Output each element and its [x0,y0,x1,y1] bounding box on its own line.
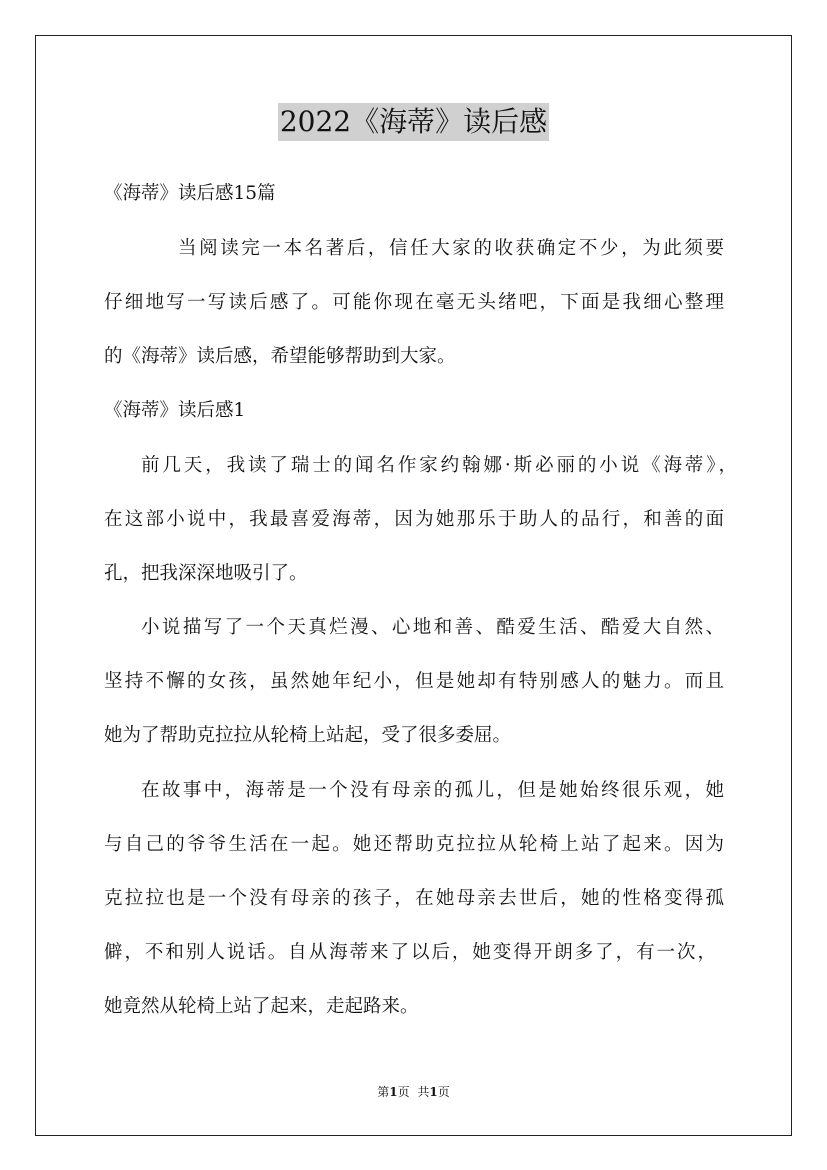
intro-line-1: 当阅读完一本名著后，信任大家的收获确定不少，为此须要 [178,238,724,259]
paragraph-3-line-5: 她竟然从轮椅上站了起来，走起路来。 [104,996,419,1017]
intro-line-3: 的《海蒂》读后感，希望能够帮助到大家。 [104,346,456,367]
footer-total-suffix: 页 [437,1085,450,1099]
page-footer [0,1084,827,1100]
paragraph-2-line-2: 坚持不懈的女孩，虽然她年纪小，但是她却有特别感人的魅力。而且 [104,671,724,692]
paragraph-2-line-1: 小说描写了一个天真烂漫、心地和善、酷爱生活、酷爱大自然、 [141,617,724,638]
footer-page-suffix: 页 [397,1085,410,1099]
paragraph-1-line-2: 在这部小说中，我最喜爱海蒂，因为她那乐于助人的品行，和善的面 [104,509,724,530]
title-wrap [0,103,827,141]
paragraph-2-line-3: 她为了帮助克拉拉从轮椅上站起，受了很多委屈。 [104,725,512,746]
paragraph-1-line-1: 前几天，我读了瑞士的闻名作家约翰娜·斯必丽的小说《海蒂》， [141,455,737,476]
intro-line-2: 仔细地写一写读后感了。可能你现在毫无头绪吧，下面是我细心整理 [104,292,724,313]
footer-total-pages: 1 [429,1085,438,1099]
footer-total-prefix: 共 [417,1085,430,1099]
footer-page-prefix: 第 [377,1085,390,1099]
footer-page-number: 1 [389,1085,398,1099]
paragraph-3-line-1: 在故事中，海蒂是一个没有母亲的孤儿，但是她始终很乐观，她 [141,780,724,801]
document-subtitle: 《海蒂》读后感15篇 [104,183,276,204]
section-heading: 《海蒂》读后感1 [104,400,246,421]
paragraph-3-line-2: 与自己的爷爷生活在一起。她还帮助克拉拉从轮椅上站了起来。因为 [104,834,724,855]
paragraph-1-line-3: 孔，把我深深地吸引了。 [104,563,308,584]
paragraph-3-line-3: 克拉拉也是一个没有母亲的孩子，在她母亲去世后，她的性格变得孤 [104,888,724,909]
paragraph-3-line-4: 僻，不和别人说话。自从海蒂来了以后，她变得开朗多了，有一次， [104,942,716,963]
document-title: 2022《海蒂》读后感 [278,103,549,141]
